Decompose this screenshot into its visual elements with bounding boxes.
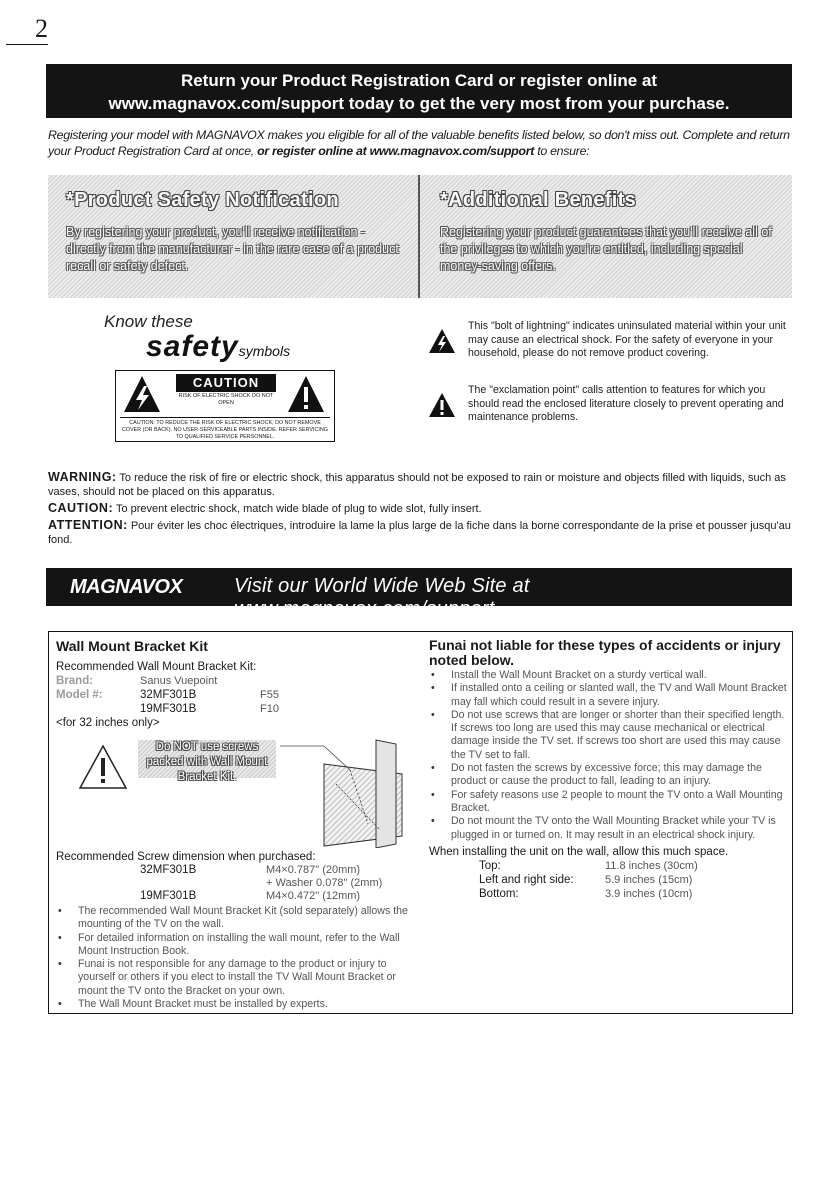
space-row xyxy=(429,873,787,887)
brand-label: Brand: xyxy=(56,675,94,687)
exclamation-symbol-row xyxy=(428,384,788,425)
screw-value: M4×0.472" (12mm) xyxy=(266,890,361,902)
lightning-description: This "bolt of lightning" indicates uninsulated material within your unit may cause an electrical shock. For the safety of everyone in your household, please do not remove product covering. xyxy=(468,320,786,359)
brand-row xyxy=(56,674,426,688)
model-code: F55 xyxy=(260,689,279,701)
warning-label: WARNING: xyxy=(48,470,117,484)
list-item: • For detailed information on installing the wall mount, refer to the Wall Mount Instruction Book. xyxy=(56,932,426,959)
exclamation-description: The "exclamation point" calls attention to features for which you should read the enclosed literature closely to prevent operating and maintenance problems. xyxy=(468,384,784,423)
safety-symbols-heading xyxy=(146,330,290,364)
panel-body: By registering your product, you'll receive notification - directly from the manufacturer - in the rare case of a product recall or safety defect. xyxy=(66,225,399,273)
model-number: 19MF301B xyxy=(140,703,197,715)
intro-text-2: to ensure: xyxy=(534,144,590,158)
wall-mount-column xyxy=(56,638,426,1011)
website-text: Visit our World Wide Web Site at www.magnavox.com/support xyxy=(234,575,530,620)
caution-label: CAUTION xyxy=(176,374,276,392)
tv-bracket-illustration xyxy=(280,736,406,848)
screw-warning-note: Do NOT use screws packed with Wall Mount Bracket Kit. xyxy=(138,740,276,778)
panel-additional-benefits xyxy=(418,175,792,298)
list-item: • Do not use screws that are longer or shorter than their specified length. If screws too long are used this may cause mechanical or electrical damage inside the TV set. If screws too short are used this may cause the TV set to fall. xyxy=(429,709,787,762)
lightning-symbol-row xyxy=(428,320,788,361)
list-item: • Funai is not responsible for any damage to the product or injury to yourself or others if you elect to install the TV Wall Mount Bracket or mount the TV onto the Bracket on your own. xyxy=(56,958,426,998)
banner-line-1: Return your Product Registration Card or register online at xyxy=(180,71,658,90)
list-item: • Do not mount the TV onto the Wall Mounting Bracket while your TV is plugged in or turned on. It may result in an electrical shock injury. xyxy=(429,815,787,842)
panel-title: *Additional Benefits xyxy=(440,189,637,211)
funai-column xyxy=(429,638,787,901)
space-row xyxy=(429,859,787,873)
list-item: • Do not fasten the screws by excessive force; this may damage the product or cause the product to fall, leading to an injury. xyxy=(429,762,787,789)
exclamation-outline-icon xyxy=(78,744,128,790)
intro-paragraph xyxy=(48,127,793,159)
panel-title: *Product Safety Notification xyxy=(66,189,339,211)
panel-body: Registering your product guarantees that you'll receive all of the privileges to which you're entitled, including special money-saving offers. xyxy=(440,225,772,273)
recommended-kit-label: Recommended Wall Mount Bracket Kit: xyxy=(56,661,257,673)
model-label: Model #: xyxy=(56,689,103,701)
for-32-note: <for 32 inches only> xyxy=(56,717,160,729)
benefit-panels xyxy=(48,175,792,298)
wall-mount-box xyxy=(48,631,793,1014)
warnings-block xyxy=(48,470,793,549)
space-value: 3.9 inches (10cm) xyxy=(605,887,693,900)
lightning-warning-icon xyxy=(122,374,162,414)
screw-row xyxy=(56,877,426,890)
caution-footnote: CAUTION: TO REDUCE THE RISK OF ELECTRIC SHOCK, DO NOT REMOVE COVER (OR BACK). NO USER-SERVICEABLE PARTS INSIDE. REFER SERVICING TO QUALIFIED SERVICE PERSONNEL. xyxy=(120,417,330,441)
funai-bullets xyxy=(429,669,787,842)
model-row xyxy=(56,702,426,716)
list-item: • For safety reasons use 2 people to mount the TV onto a Wall Mounting Bracket. xyxy=(429,789,787,816)
website-bar xyxy=(46,568,792,620)
brand-value: Sanus Vuepoint xyxy=(140,675,218,687)
attention-paragraph xyxy=(48,518,793,547)
know-these-heading: Know these xyxy=(104,312,193,331)
list-item: • If installed onto a ceiling or slanted wall, the TV and Wall Mount Bracket may fall which could result in a severe injury. xyxy=(429,682,787,709)
screw-model: 32MF301B xyxy=(140,864,197,876)
wall-mount-bullets xyxy=(56,905,426,1011)
intro-bold: or register online at www.magnavox.com/support xyxy=(257,144,535,158)
space-value: 5.9 inches (15cm) xyxy=(605,873,693,886)
caution-text: To prevent electric shock, match wide blade of plug to wide slot, fully insert. xyxy=(113,503,482,515)
model-code: F10 xyxy=(260,703,279,715)
model-number: 32MF301B xyxy=(140,689,197,701)
lightning-triangle-icon xyxy=(428,328,456,354)
safety-word: safety xyxy=(146,330,239,363)
banner-line-2: www.magnavox.com/support today to get the very most from your purchase. xyxy=(108,94,730,113)
screw-model: 19MF301B xyxy=(140,890,197,902)
list-item: • Install the Wall Mount Bracket on a sturdy vertical wall. xyxy=(429,669,787,682)
screw-value: + Washer 0.078" (2mm) xyxy=(266,877,383,889)
model-row xyxy=(56,688,426,702)
attention-label: ATTENTION: xyxy=(48,518,128,532)
attention-text: Pour éviter les choc électriques, introduire la lame la plus large de la fiche dans la borne correspondante de la prise et pousser jusqu'au fond. xyxy=(48,520,791,546)
space-label: Left and right side: xyxy=(479,873,574,886)
screw-dimension-title: Recommended Screw dimension when purchased: xyxy=(56,851,316,863)
panel-safety-notification xyxy=(48,175,418,298)
screw-row xyxy=(56,890,426,903)
warning-paragraph xyxy=(48,470,793,499)
screw-model xyxy=(140,877,266,890)
page-number: 2 xyxy=(6,14,48,45)
list-item: • The recommended Wall Mount Bracket Kit (sold separately) allows the mounting of the TV on the wall. xyxy=(56,905,426,932)
space-title: When installing the unit on the wall, allow this much space. xyxy=(429,845,729,858)
caution-label-text: CAUTION: xyxy=(48,501,114,515)
space-row xyxy=(429,887,787,901)
screw-value: M4×0.787" (20mm) xyxy=(266,864,361,876)
wall-mount-title: Wall Mount Bracket Kit xyxy=(56,638,208,654)
screw-row xyxy=(56,864,426,877)
caution-paragraph xyxy=(48,501,793,516)
exclamation-triangle-icon xyxy=(428,392,456,418)
screw-warning-area xyxy=(56,730,426,848)
symbols-word: symbols xyxy=(238,343,291,359)
funai-title: Funai not liable for these types of accidents or injury noted below. xyxy=(429,637,781,668)
caution-label-box xyxy=(115,370,335,442)
space-label: Bottom: xyxy=(479,887,519,900)
intro-text-1: Registering your model with MAGNAVOX makes you eligible for all of the valuable benefits listed below, so don't miss out. Complete and return your Product Registration Card at once, xyxy=(48,128,790,158)
magnavox-logo: MAGNAVOX xyxy=(70,576,183,598)
warning-text: To reduce the risk of fire or electric shock, this apparatus should not be exposed to rain or moisture and objects filled with liquids, such as vases, should not be placed on this apparatus. xyxy=(48,472,786,498)
list-item: • The Wall Mount Bracket must be installed by experts. xyxy=(56,998,426,1011)
caution-subtext: RISK OF ELECTRIC SHOCK DO NOT OPEN xyxy=(178,393,274,406)
space-value: 11.8 inches (30cm) xyxy=(605,859,698,872)
registration-banner xyxy=(46,64,792,118)
exclamation-warning-icon xyxy=(286,374,326,414)
space-label: Top: xyxy=(479,859,501,872)
